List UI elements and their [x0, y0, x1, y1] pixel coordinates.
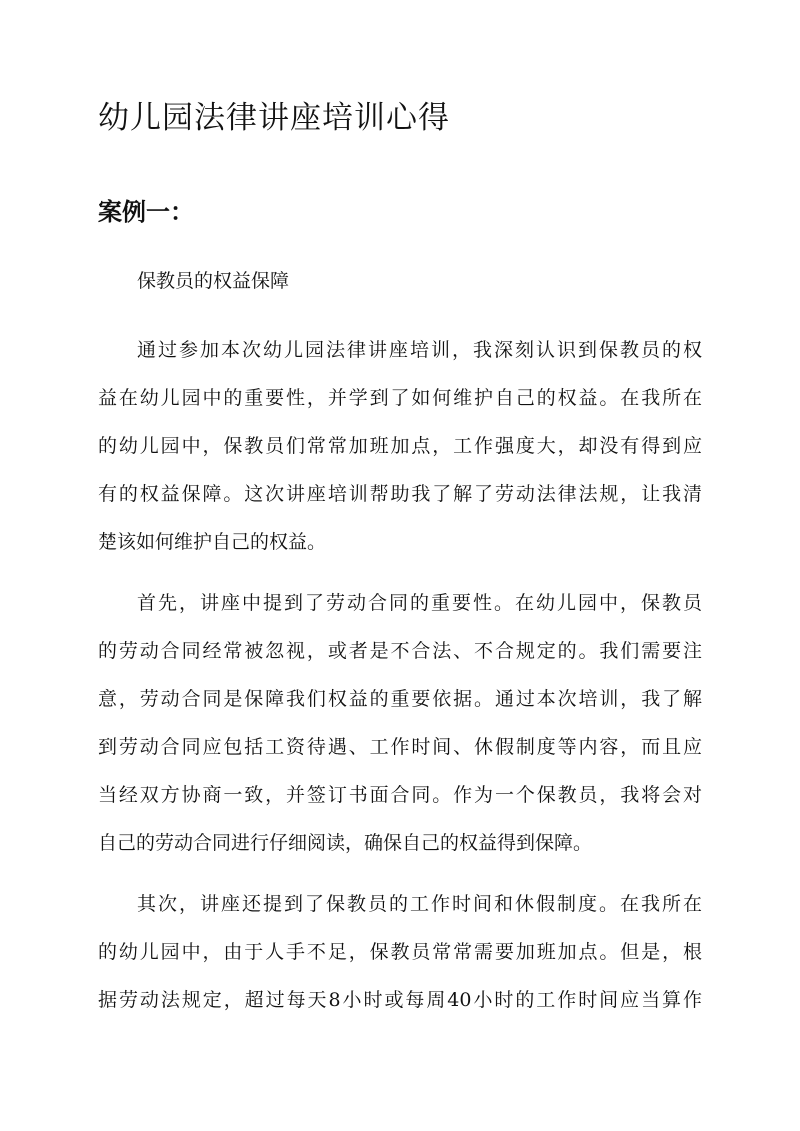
paragraph-line: 的劳动合同经常被忽视，或者是不合法、不合规定的。我们需要注 — [98, 640, 702, 662]
document-title: 幼儿园法律讲座培训心得 — [98, 100, 450, 136]
paragraph-line: 的幼儿园中，保教员们常常加班加点，工作强度大，却没有得到应 — [98, 435, 702, 457]
paragraph-line: 当经双方协商一致，并签订书面合同。作为一个保教员，我将会对 — [98, 784, 702, 806]
paragraph-line: 楚该如何维护自己的权益。 — [98, 531, 327, 553]
paragraph-1 — [98, 326, 702, 566]
paragraph-line: 意，劳动合同是保障我们权益的重要依据。通过本次培训，我了解 — [98, 688, 702, 710]
paragraph-2 — [98, 579, 702, 867]
paragraph-line: 通过参加本次幼儿园法律讲座培训，我深刻认识到保教员的权 — [137, 339, 702, 361]
paragraph-line: 有的权益保障。这次讲座培训帮助我了解了劳动法律法规，让我清 — [98, 483, 702, 505]
case-heading: 案例一： — [98, 197, 194, 226]
paragraph-line: 其次，讲座还提到了保教员的工作时间和休假制度。在我所在 — [137, 893, 702, 915]
paragraph-3 — [98, 880, 702, 1024]
paragraph-line: 据劳动法规定，超过每天8小时或每周40小时的工作时间应当算作 — [98, 989, 702, 1011]
paragraph-line: 到劳动合同应包括工资待遇、工作时间、休假制度等内容，而且应 — [98, 736, 702, 758]
section-subtitle: 保教员的权益保障 — [137, 270, 290, 292]
paragraph-line: 益在幼儿园中的重要性，并学到了如何维护自己的权益。在我所在 — [98, 387, 702, 409]
paragraph-line: 自己的劳动合同进行仔细阅读，确保自己的权益得到保障。 — [98, 832, 593, 854]
paragraph-line: 的幼儿园中，由于人手不足，保教员常常需要加班加点。但是，根 — [98, 941, 702, 963]
paragraph-line: 首先，讲座中提到了劳动合同的重要性。在幼儿园中，保教员 — [137, 592, 702, 614]
